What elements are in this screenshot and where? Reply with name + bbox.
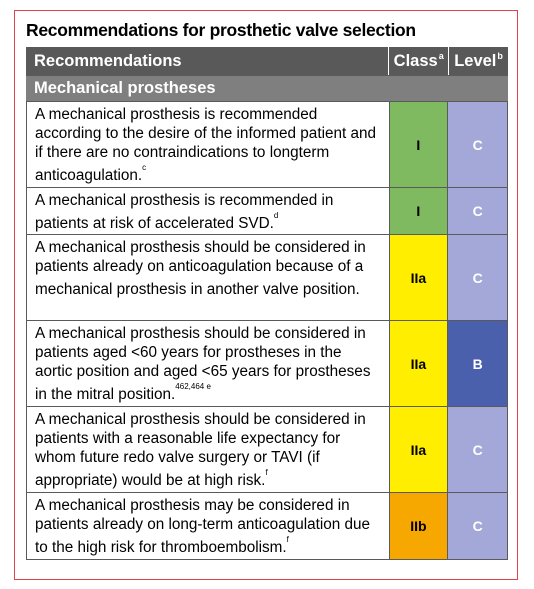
recommendation-text: A mechanical prosthesis should be considered in patients aged <60 years for prostheses in the aortic position and aged <65 years for prostheses in the mitral position.$^{462,464 e}$ [27, 321, 390, 406]
level-cell: B [448, 321, 507, 406]
section-heading: Mechanical prostheses [26, 76, 508, 102]
class-cell: IIa [390, 407, 449, 492]
class-cell: I [390, 102, 449, 187]
header-level: Level $^b$ [454, 51, 503, 70]
class-cell: IIa [390, 235, 449, 320]
table-header [26, 47, 508, 76]
recommendation-text: A mechanical prosthesis is recommended in patients at risk of accelerated SVD.$^d$ [27, 188, 390, 234]
level-cell: C [448, 102, 507, 187]
table-row [26, 321, 508, 407]
recommendation-text: A mechanical prosthesis should be considered in patients already on anticoagulation because of a mechanical prosthesis in another valve position. [27, 235, 390, 320]
table-title: Recommendations for prosthetic valve selection [26, 20, 416, 40]
level-cell: C [448, 235, 507, 320]
level-cell: C [448, 188, 507, 234]
recommendation-text: A mechanical prosthesis may be considered in patients already on long-term anticoagulation due to the high risk for thromboembolism.$^f$ [27, 493, 390, 559]
table-row [26, 407, 508, 493]
header-recommendations: Recommendations [26, 47, 389, 75]
table-row [26, 493, 508, 560]
class-cell: I [390, 188, 449, 234]
level-cell: C [448, 407, 507, 492]
class-cell: IIa [390, 321, 449, 406]
class-cell: IIb [390, 493, 449, 559]
table-row [26, 188, 508, 235]
table-row [26, 235, 508, 321]
header-class: Class $^a$ [389, 47, 449, 75]
recommendation-text: A mechanical prosthesis is recommended according to the desire of the informed patient and if there are no contraindications to longterm anticoagulation.$^c$ [27, 102, 390, 187]
recommendations-table [26, 47, 508, 560]
table-row [26, 102, 508, 188]
level-cell: C [448, 493, 507, 559]
recommendation-text: A mechanical prosthesis should be considered in patients with a reasonable life expectancy for whom future redo valve surgery or TAVI (if appropriate) would be at high risk.$^f$ [27, 407, 390, 492]
